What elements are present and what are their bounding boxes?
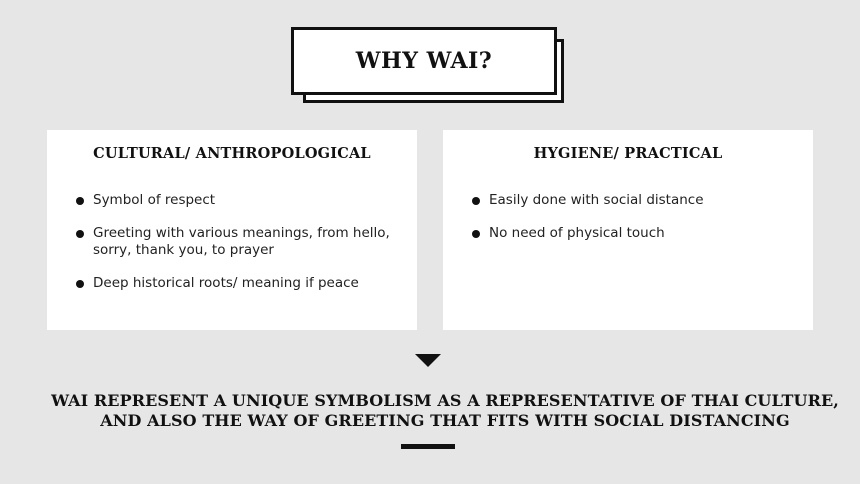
cultural-card: [47, 130, 417, 330]
hygiene-card-heading: HYGIENE/ PRACTICAL: [533, 145, 723, 162]
bullet-item: Greeting with various meanings, from hello, sorry, thank you, to prayer: [93, 225, 417, 259]
conclusion-line-1: WAI REPRESENT A UNIQUE SYMBOLISM AS A REPRESENTATIVE OF THAI CULTURE,: [51, 391, 839, 410]
cultural-card-heading: CULTURAL/ ANTHROPOLOGICAL: [93, 145, 371, 162]
bullet-item: Easily done with social distance: [489, 192, 813, 209]
title-box: [291, 27, 557, 95]
cultural-bullet-list: [47, 192, 417, 292]
bullet-item: No need of physical touch: [489, 225, 813, 242]
slide-title: WHY WAI?: [355, 48, 493, 74]
underline-divider: [401, 444, 455, 449]
bullet-item: Deep historical roots/ meaning if peace: [93, 275, 417, 292]
conclusion-text: [30, 391, 860, 431]
conclusion-line-2: AND ALSO THE WAY OF GREETING THAT FITS WITH SOCIAL DISTANCING: [100, 411, 790, 430]
down-arrow-icon: [415, 354, 441, 367]
hygiene-bullet-list: [443, 192, 813, 242]
title-block: [291, 27, 568, 107]
hygiene-card: [443, 130, 813, 330]
bullet-item: Symbol of respect: [93, 192, 417, 209]
